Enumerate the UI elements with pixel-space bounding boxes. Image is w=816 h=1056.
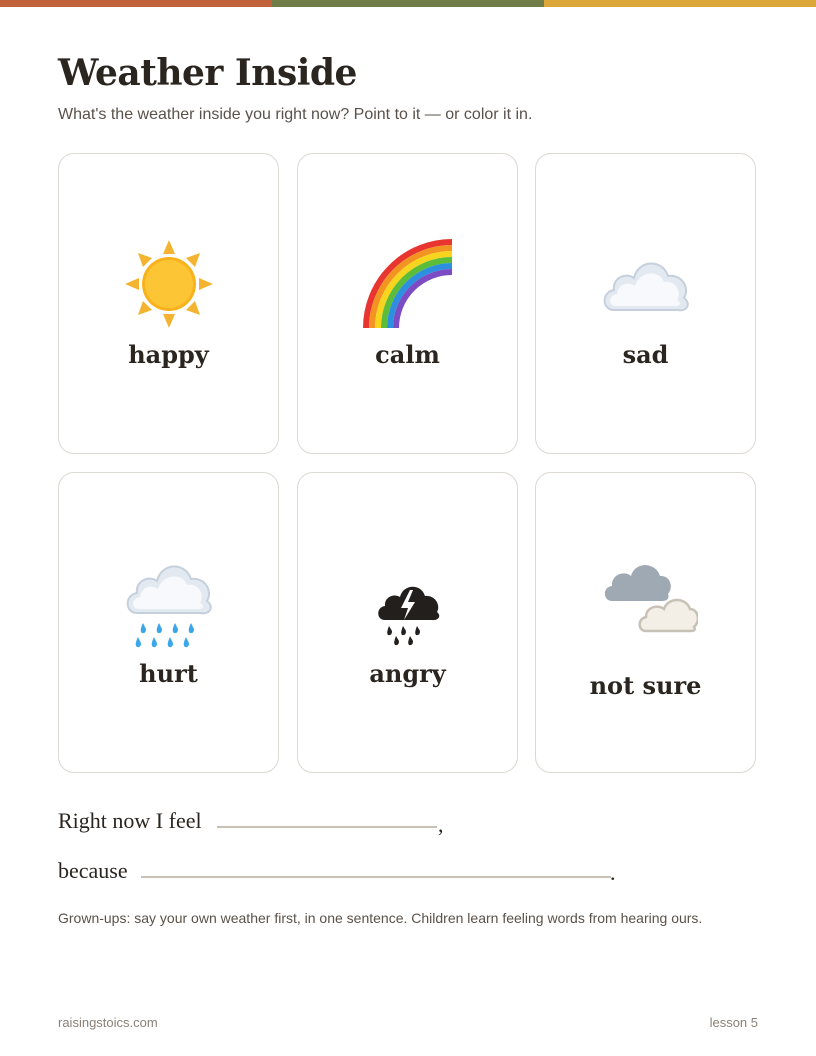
card-label: not sure: [589, 671, 702, 700]
cloud-icon: [600, 248, 692, 318]
feeling-card-not-sure[interactable]: [535, 472, 756, 773]
prompt-line-1-text: Right now I feel: [58, 808, 202, 833]
prompt-line-1-end: ,: [438, 812, 444, 837]
feeling-card-hurt[interactable]: [58, 472, 279, 773]
feeling-card-calm[interactable]: [297, 153, 518, 454]
card-label: hurt: [139, 659, 198, 688]
reason-blank-field[interactable]: [141, 876, 611, 878]
partly-cloudy-icon: [602, 557, 698, 633]
footer-lesson: lesson 5: [709, 1015, 758, 1030]
grown-ups-note: Grown-ups: say your own weather first, in one sentence. Children learn feeling words from hearing ours.: [58, 910, 703, 926]
feeling-card-happy[interactable]: [58, 153, 279, 454]
card-label: happy: [128, 340, 209, 369]
accent-segment-2: [272, 0, 544, 7]
card-label: calm: [375, 340, 440, 369]
footer-site: raisingstoics.com: [58, 1015, 158, 1030]
feeling-card-angry[interactable]: [297, 472, 518, 773]
card-label: sad: [622, 340, 669, 369]
page-subtitle: What's the weather inside you right now? Point to it — or color it in.: [58, 106, 533, 123]
sun-icon: [123, 238, 215, 330]
feeling-blank-field[interactable]: [217, 826, 437, 828]
accent-segment-1: [0, 0, 272, 7]
accent-segment-3: [544, 0, 816, 7]
prompt-line-2-end: .: [610, 860, 616, 885]
rain-cloud-icon: [123, 557, 215, 649]
rainbow-icon: [362, 238, 454, 330]
storm-cloud-icon: [375, 580, 441, 646]
top-accent-bar: [0, 0, 816, 7]
feeling-card-sad[interactable]: [535, 153, 756, 454]
card-label: angry: [369, 659, 446, 688]
prompt-line-2-text: because: [58, 858, 128, 883]
page-title: Weather Inside: [58, 52, 357, 94]
